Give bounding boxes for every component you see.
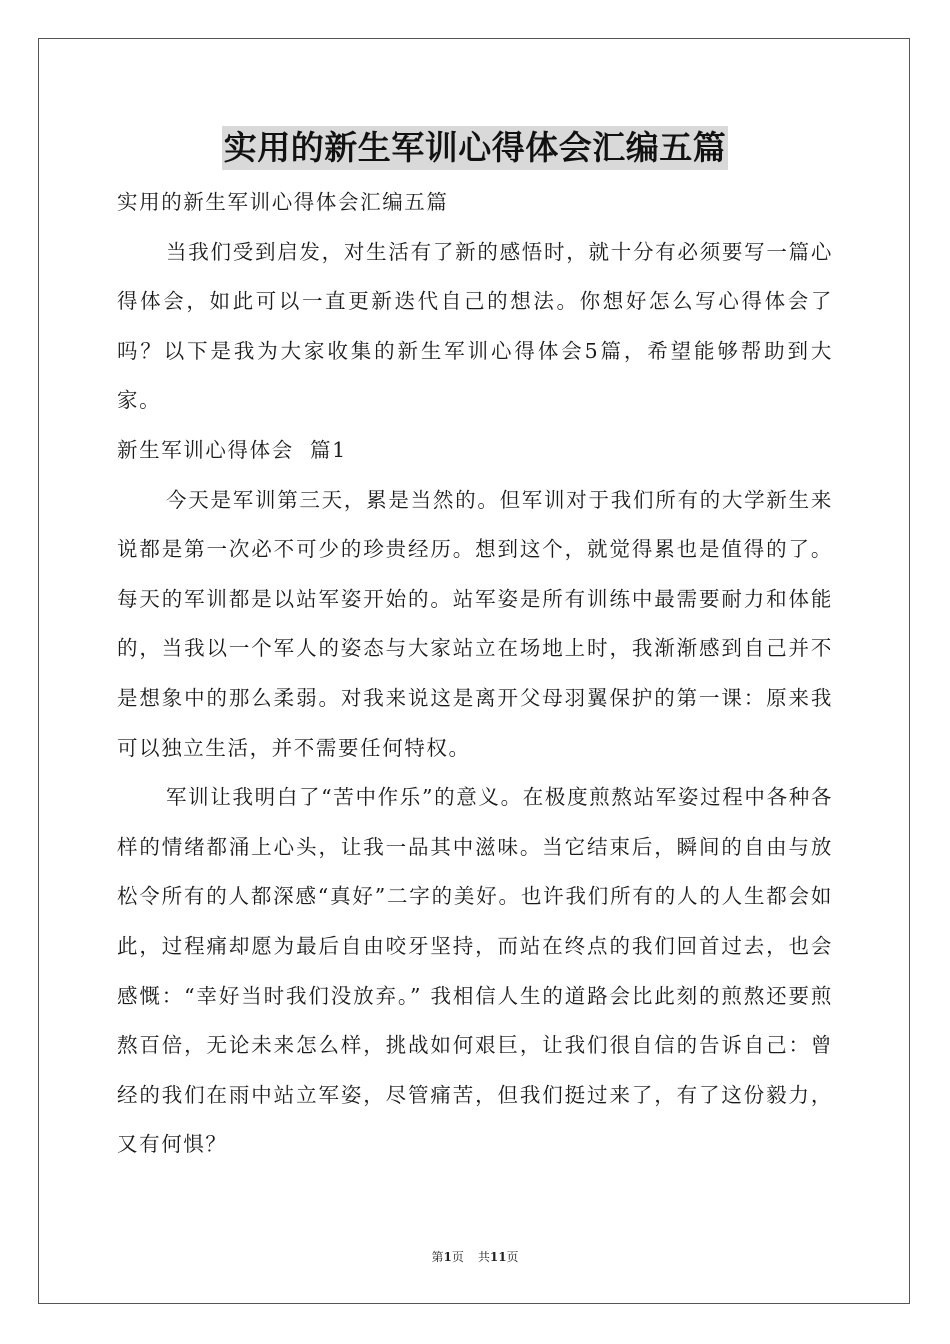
document-body [117, 178, 833, 1170]
total-suffix: 页 [506, 1250, 519, 1264]
page-suffix: 页 [451, 1250, 464, 1264]
document-subtitle: 实用的新生军训心得体会汇编五篇 [117, 190, 449, 214]
intro-paragraph: 当我们受到启发，对生活有了新的感悟时，就十分有必须要写一篇心得体会，如此可以一直更新迭代自己的想法。你想好怎么写心得体会了吗？以下是我为大家收集的新生军训心得体会5篇，希望能够帮助到大家。 [117, 239, 833, 413]
body-paragraph-1: 今天是军训第三天，累是当然的。但军训对于我们所有的大学新生来说都是第一次必不可少的珍贵经历。想到这个，就觉得累也是值得的了。每天的军训都是以站军姿开始的。站军姿是所有训练中最需要耐力和体能的，当我以一个军人的姿态与大家站立在场地上时，我渐渐感到自己并不是想象中的那么柔弱。对我来说这是离开父母羽翼保护的第一课：原来我可以独立生活，并不需要任何特权。 [117, 487, 833, 760]
page-total: 11 [489, 1250, 507, 1264]
document-title: 实用的新生军训心得体会汇编五篇 [222, 126, 729, 170]
document-title-block [0, 126, 950, 170]
total-prefix: 共 [477, 1250, 490, 1264]
page-prefix: 第 [431, 1250, 444, 1264]
page-current: 1 [443, 1250, 452, 1264]
section-heading: 新生军训心得体会 篇1 [117, 437, 347, 462]
body-paragraph-2: 军训让我明白了“苦中作乐”的意义。在极度煎熬站军姿过程中各种各样的情绪都涌上心头，让我一品其中滋味。当它结束后，瞬间的自由与放松令所有的人都深感“真好”二字的美好。也许我们所有的人的人生都会如此，过程痛却愿为最后自由咬牙坚持，而站在终点的我们回首过去，也会感慨：“幸好当时我们没放弃。” 我相信人生的道路会比此刻的煎熬还要煎熬百倍，无论未来怎么样，挑战如何艰巨，让我们很自信的告诉自己：曾经的我们在雨中站立军姿，尽管痛苦，但我们挺过来了，有了这份毅力，又有何惧？ [117, 785, 833, 1157]
page-footer [0, 1249, 950, 1265]
